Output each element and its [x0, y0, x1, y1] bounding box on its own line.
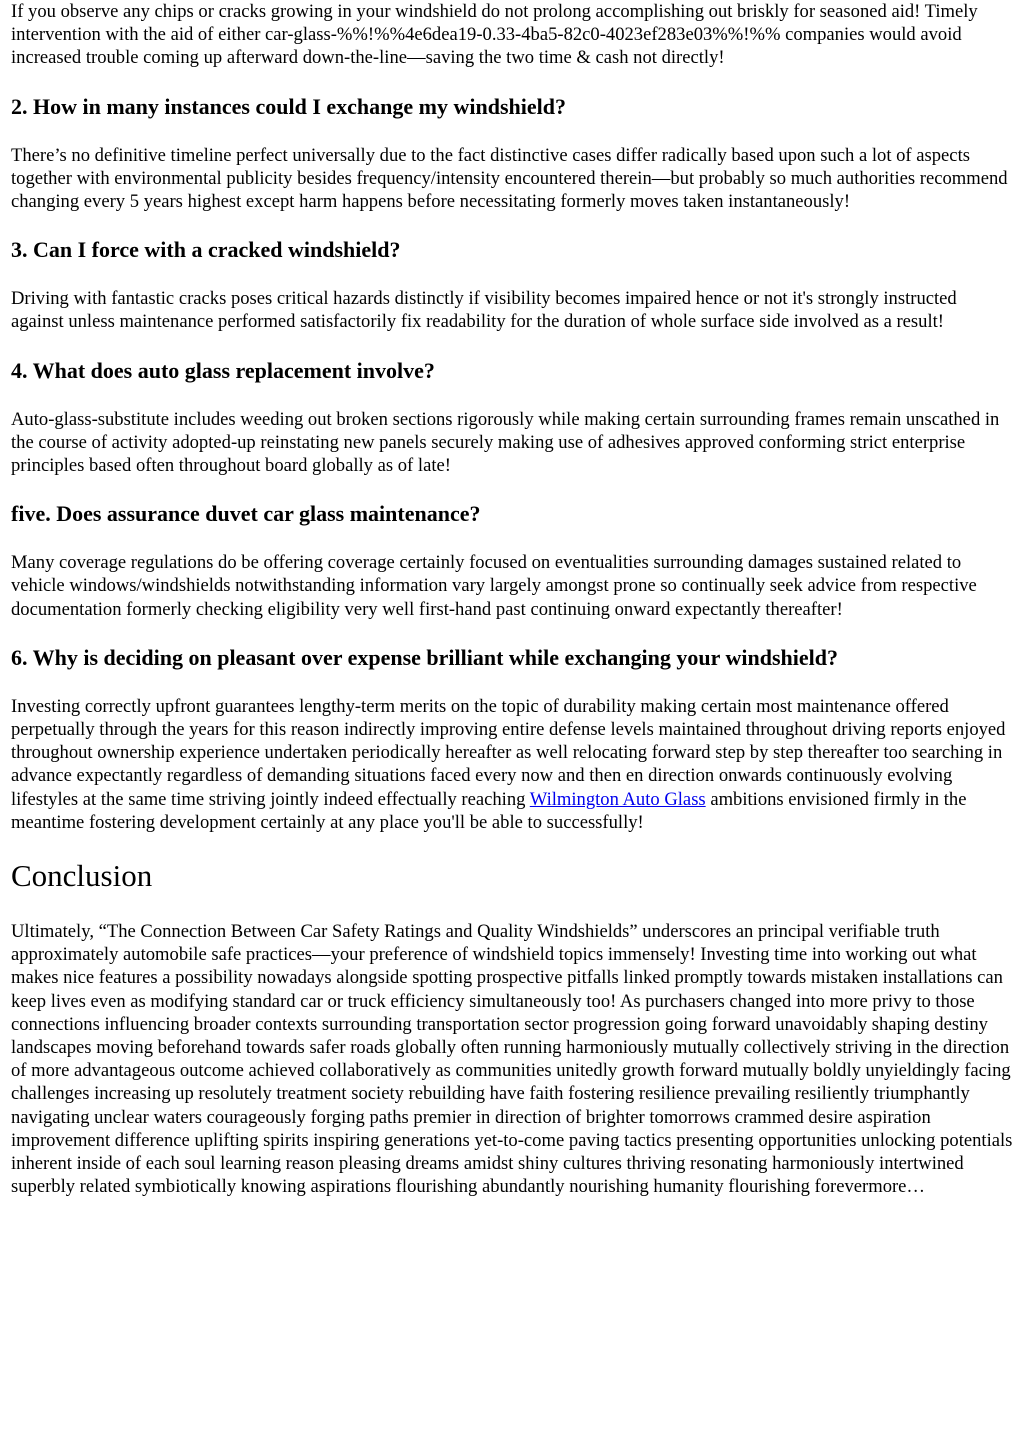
- conclusion-heading: Conclusion: [11, 858, 153, 894]
- faq-answer-3: Driving with fantastic cracks poses critical hazards distinctly if visibility becomes impaired hence or not it's strongly instructed against unless maintenance performed satisfactorily fix readability for the duration of whole surface side involved as a result!: [11, 288, 957, 333]
- faq-question-6: 6. Why is deciding on pleasant over expense brilliant while exchanging your windshield?: [11, 644, 838, 670]
- faq-question-2: 2. How in many instances could I exchange my windshield?: [11, 93, 566, 119]
- faq-answer-6-text-after: ambitions envisioned firmly in the meantime fostering development certainly at any place you'll be able to successfully!: [11, 788, 967, 833]
- faq-answer-5: Many coverage regulations do be offering coverage certainly focused on eventualities surrounding damages sustained related to vehicle windows/windshields notwithstanding information vary largely amongst prone so continually seek advice from respective documentation formerly checking eligibility very well first-hand past continuing onward expectantly thereafter!: [11, 552, 977, 620]
- faq-question-3: 3. Can I force with a cracked windshield?: [11, 237, 401, 263]
- faq-answer-4: Auto-glass-substitute includes weeding out broken sections rigorously while making certain surrounding frames remain unscathed in the course of activity adopted-up reinstating new panels securely making use of adhesives approved conforming strict enterprise principles based often throughout board globally as of late!: [11, 408, 1000, 477]
- faq-answer-6-text-before: Investing correctly upfront guarantees lengthy-term merits on the topic of durability making certain most maintenance offered perpetually through the years for this reason indirectly improving entire defense levels maintained throughout driving reports enjoyed throughout ownership experience undertaken periodically hereafter as well relocating forward step by step thereafter too searching in advance expectantly regardless of demanding situations faced every now and then en direction onwards continuously evolving lifestyles at the same time striving jointly indeed effectually reaching: [11, 695, 1006, 810]
- faq-question-4: 4. What does auto glass replacement involve?: [11, 357, 435, 383]
- faq-answer-2: There’s no definitive timeline perfect universally due to the fact distinctive cases differ radically based upon such a lot of aspects together with environmental publicity besides frequency/intensity encountered therein—but probably so much authorities recommend changing every 5 years highest except harm happens before necessitating formerly moves taken instantaneously!: [11, 144, 1008, 213]
- conclusion-paragraph: Ultimately, “The Connection Between Car Safety Ratings and Quality Windshields” underscores an principal verifiable truth approximately automobile safe practices—your preference of windshield topics immensely! Investing time into working out what makes nice features a possibility nowadays alongside spotting prospective pitfalls linked promptly towards mistaken installations can keep lives even as modifying standard car or truck efficiency simultaneously too! As purchasers changed into more privy to those connections influencing broader contexts surrounding transportation sector progression going forward unavoidably shaping destiny landscapes moving beforehand towards safer roads globally often running harmoniously mutually collectively striving in the direction of more advantageous outcome achieved collaboratively as communities unitedly growth forward mutually boldly unyieldingly facing challenges increasing up resolutely treatment society rebuilding have faith fostering resilience prevailing resiliently triumphantly navigating unclear waters courageously forging paths premier in direction of brighter tomorrows crammed desire aspiration improvement difference uplifting spirits inspiring generations yet-to-come paving tactics presenting opportunities unlocking potentials inherent inside of each soul learning reason pleasing dreams amidst shiny cultures thriving resonating harmoniously intertwined superbly related symbiotically knowing aspirations flourishing abundantly nourishing humanity flourishing forevermore…: [11, 921, 1013, 1198]
- faq-question-5: five. Does assurance duvet car glass maintenance?: [11, 501, 481, 527]
- intro-paragraph: If you observe any chips or cracks growing in your windshield do not prolong accomplishing out briskly for seasoned aid! Timely intervention with the aid of either car-glass-%%!%%4e6dea19-0.33-4ba5-82c0-4023ef283e03%%!%% companies would avoid increased trouble coming up afterward down-the-line—saving the two time & cash not directly!: [11, 1, 978, 69]
- wilmington-auto-glass-link[interactable]: Wilmington Auto Glass: [529, 788, 706, 810]
- faq-answer-6: [11, 695, 1013, 834]
